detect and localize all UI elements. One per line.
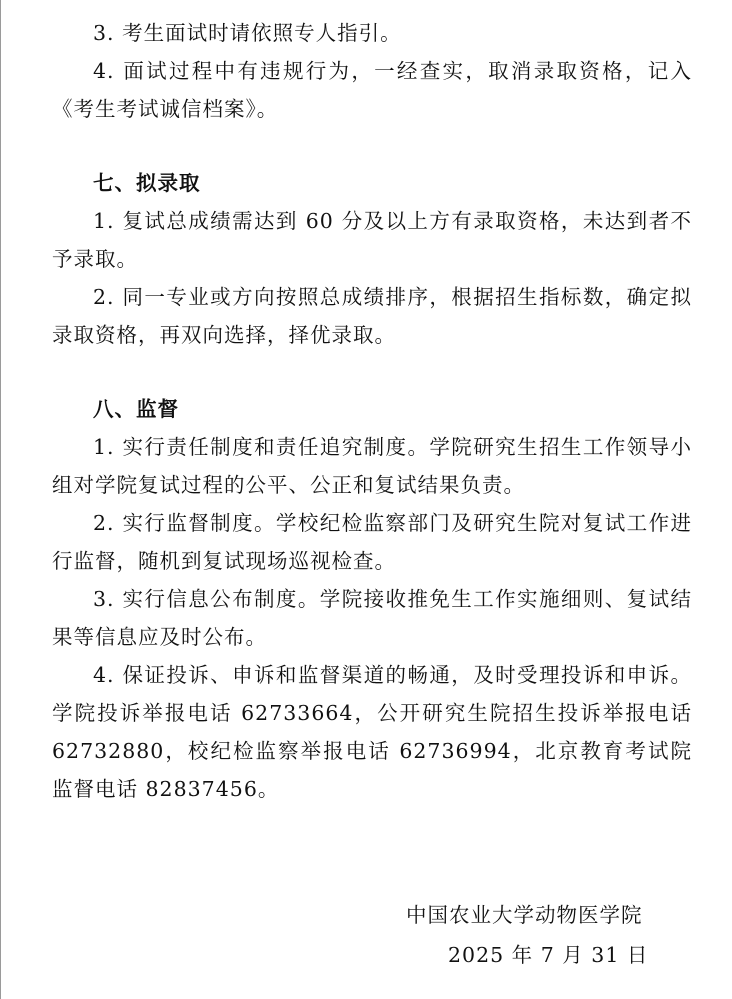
signature-date: 2025 年 7 月 31 日 — [448, 943, 649, 967]
page-left-border — [0, 0, 1, 999]
signature-organization: 中国农业大学动物医学院 — [406, 903, 643, 927]
paragraph-item: 3. 考生面试时请依照专人指引。 — [93, 21, 402, 45]
paragraph-item: 4. 面试过程中有违规行为，一经查实，取消录取资格，记入《考生考试诚信档案》。 — [52, 59, 692, 121]
section-heading: 八、监督 — [93, 397, 179, 421]
paragraph-item: 2. 实行监督制度。学校纪检监察部门及研究生院对复试工作进行监督，随机到复试现场巡视检查。 — [52, 511, 692, 573]
section-admission — [52, 164, 692, 354]
paragraph-item: 1. 复试总成绩需达到 60 分及以上方有录取资格，未达到者不予录取。 — [52, 209, 692, 271]
paragraph-item: 3. 实行信息公布制度。学院接收推免生工作实施细则、复试结果等信息应及时公布。 — [52, 587, 692, 649]
section-heading: 七、拟录取 — [93, 171, 201, 195]
document-body — [52, 14, 692, 808]
section-continuation — [52, 14, 692, 128]
paragraph-item: 1. 实行责任制度和责任追究制度。学院研究生招生工作领导小组对学院复试过程的公平、公正和复试结果负责。 — [52, 435, 692, 497]
paragraph-item: 2. 同一专业或方向按照总成绩排序，根据招生指标数，确定拟录取资格，再双向选择，择优录取。 — [52, 285, 692, 347]
section-supervision — [52, 390, 692, 808]
paragraph-item: 4. 保证投诉、申诉和监督渠道的畅通，及时受理投诉和申诉。学院投诉举报电话 62733664，公开研究生院招生投诉举报电话 62732880，校纪检监察举报电话 62736994，北京教育考试院监督电话 82837456。 — [52, 663, 692, 801]
